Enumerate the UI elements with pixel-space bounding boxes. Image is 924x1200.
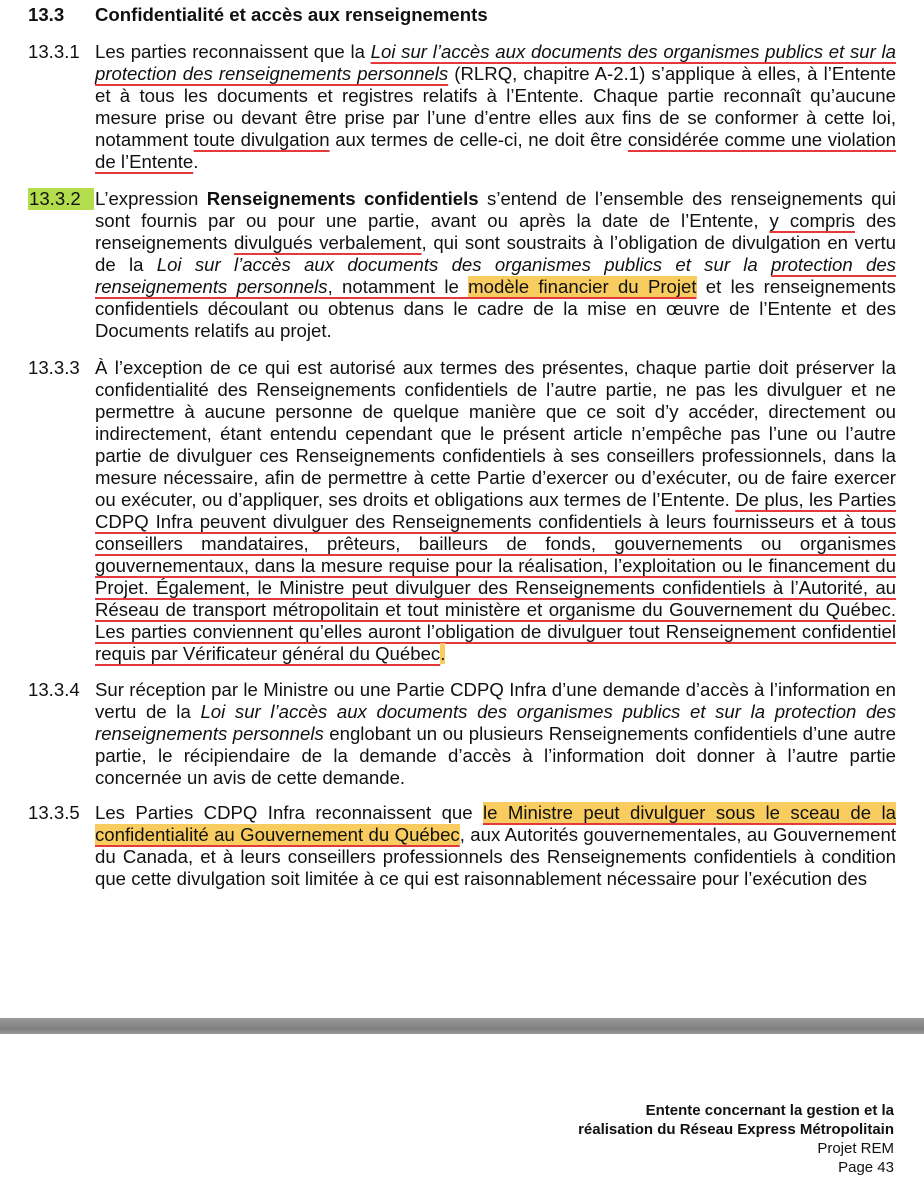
- clause-13-3-2: [28, 188, 896, 342]
- page-separator-band: [0, 1018, 924, 1034]
- law-title-underlined: Loi sur l’accès aux documents des organismes publics et sur la protection des renseignements personnels: [95, 41, 896, 84]
- underlined-passage: De plus, les Parties CDPQ Infra peuvent divulguer des Renseignements confidentiels à leurs fournisseurs et à tous conseillers mandataires, prêteurs, bailleurs de fonds, gouvernements ou organismes gouvernementaux, dans la mesure requise pour la réalisation, l’exploitation ou le financement du Projet. Également, le Ministre peut divulguer des Renseignements confidentiels à l’Autorité, au Réseau de transport métropolitain et tout ministère et organisme du Gouvernement du Québec. Les parties conviennent qu’elles auront l’obligation de divulguer tout Renseignement confidentiel requis par Vérificateur général du Québec: [95, 489, 896, 664]
- clause-number: 13.3.1: [28, 41, 80, 62]
- law-title: Loi sur l’accès aux documents des organismes publics et sur la protection des renseignements personnels: [95, 701, 896, 744]
- clause-number: 13.3.4: [28, 679, 80, 700]
- text-run: , qui sont soustraits à l’obligation de divulgation en vertu de la: [95, 232, 896, 275]
- clause-number: 13.3.5: [28, 802, 80, 823]
- text-run: aux termes de celle-ci, ne doit être: [329, 129, 628, 150]
- clause-text: [95, 188, 896, 342]
- text-run: Sur réception par le Ministre ou une Partie CDPQ Infra d’une demande d’accès à l’information en vertu de la: [95, 679, 896, 722]
- clause-text: [95, 357, 896, 665]
- page-footer: [578, 1101, 894, 1177]
- clause-13-3-3: [28, 357, 896, 665]
- text-run: , aux Autorités gouvernementales, au Gouvernement du Canada, et à leurs conseillers professionnels des Renseignements confidentiels à condition que cette divulgation soit limitée à ce qui est raisonnablement nécessaire pour l’exécution des: [95, 824, 896, 889]
- text-run: (RLRQ, chapitre A-2.1) s’applique à elles, à l’Entente et à tous les documents et registres relatifs à l’Entente. Chaque partie reconnaît qu’aucune mesure prise ou devant être prise par l’une d’entre elles aux fins de se conformer à cette loi, notamment: [95, 63, 896, 150]
- clause-text: [95, 41, 896, 173]
- underlined-phrase: divulgués verbalement: [233, 232, 422, 253]
- text-run: des renseignements: [95, 210, 896, 253]
- text-run: Les Parties CDPQ Infra reconnaissent que: [95, 802, 484, 823]
- text-run: Les parties reconnaissent que la: [95, 41, 371, 62]
- footer-page-number: Page 43: [838, 1159, 894, 1176]
- highlighted-period: .: [440, 643, 446, 664]
- text-run: et les renseignements confidentiels découlant ou obtenus dans le cadre de la mise en œuvre de l’Entente et des Documents relatifs au projet.: [95, 276, 896, 341]
- text-run: L’expression: [95, 188, 207, 209]
- section-number: 13.3: [28, 4, 65, 25]
- text-run: .: [193, 151, 199, 172]
- section-title: Confidentialité et accès aux renseignements: [95, 4, 488, 25]
- text-run: s’entend de l’ensemble des renseignements qui sont fournis par ou pour une partie, avant ou après la date de l’Entente,: [95, 188, 896, 231]
- highlighted-phrase: modèle financier du Projet: [468, 276, 697, 297]
- clause-number: 13.3.3: [28, 357, 80, 378]
- clause-13-3-5: [28, 802, 896, 890]
- underlined-phrase: y compris: [769, 210, 855, 231]
- text-run: À l’exception de ce qui est autorisé aux termes des présentes, chaque partie doit préserver la confidentialité des Renseignements confidentiels de l’autre partie, ne pas les divulguer et ne permettre à aucune personne de quelque manière que ce soit d’y accéder, directement ou indirectement, étant entendu cependant que le présent article n’empêche pas l’une ou l’autre partie de divulguer ces Renseignements confidentiels à ses conseillers professionnels, dans la mesure nécessaire, afin de permettre à cette Partie d’exercer ou d’exécuter, ou de faire exercer ou exécuter, ou d’appliquer, ses droits et obligations aux termes de l’Entente.: [95, 357, 896, 510]
- clause-text: [95, 679, 896, 789]
- highlighted-passage: le Ministre peut divulguer sous le sceau de la confidentialité au Gouvernement du Québec: [95, 802, 896, 845]
- law-title-underlined: protection des renseignements personnels: [95, 254, 896, 297]
- footer-project: Projet REM: [817, 1140, 894, 1157]
- clause-13-3-4: [28, 679, 896, 789]
- underlined-phrase: considérée comme une violation de l’Entente: [95, 129, 896, 172]
- clause-text: [95, 802, 896, 890]
- underlined-phrase: toute divulgation: [193, 129, 330, 150]
- clause-number-highlighted: 13.3.2: [28, 188, 94, 210]
- section-heading: [28, 4, 488, 26]
- footer-title-line-1: Entente concernant la gestion et la: [645, 1102, 894, 1119]
- clause-13-3-1: [28, 41, 896, 173]
- defined-term: Renseignements confidentiels: [206, 188, 479, 209]
- text-run: englobant un ou plusieurs Renseignements confidentiels d’une autre partie, le récipiendaire de la demande d’accès à l’information doit donner à l’autre partie concernée un avis de cette demande.: [95, 723, 896, 788]
- law-title: Loi sur l’accès aux documents des organismes publics et sur la: [156, 254, 772, 275]
- footer-title-line-2: réalisation du Réseau Express Métropolitain: [578, 1121, 894, 1138]
- underlined-phrase: , notamment le: [327, 276, 469, 297]
